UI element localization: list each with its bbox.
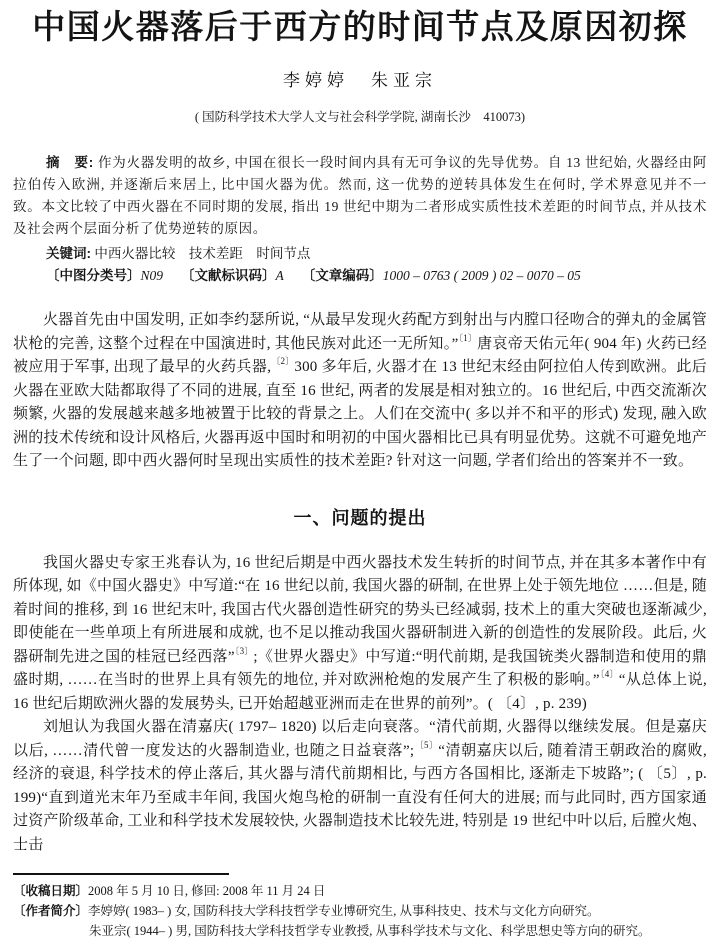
section-heading: 一、问题的提出: [293, 507, 427, 528]
received-date-text: 2008 年 5 月 10 日, 修回: 2008 年 11 月 24 日: [88, 884, 326, 898]
footnote-separator: [13, 873, 229, 875]
clc-value: N09: [140, 268, 164, 283]
received-date-line: [13, 881, 707, 901]
body-paragraph: 刘旭认为我国火器在清嘉庆( 1797– 1820) 以后走向衰落。“清代前期, 火器得以继续发展。但是嘉庆以后, ……清代曾一度发达的火器制造业, 也随之日益衰落”;$^{〔5〕}$“清朝嘉庆以后, 随着清王朝政治的腐败, 经济的衰退, 科学技术的停止落后, 其火器与清代前期相比, 与西方各国相比, 逐渐走下坡路”; ( 〔5〕, p. 199)“直到道光末年乃至咸丰年间, 我国火炮鸟枪的研制一直没有任何大的进展; 而与此同时, 西方国家通过资产阶级革命, 工业和科学技术发展较快, 火器制造技术比较先进, 特别是 19 世纪中叶以后, 后膛火炮、士击: [13, 719, 707, 853]
citation-ref: 〔1〕: [458, 332, 478, 343]
citation-ref: 〔2〕: [271, 356, 295, 366]
author-bio-label: 〔作者简介〕: [13, 904, 89, 918]
clc-label: 〔中图分类号〕: [46, 268, 141, 283]
keywords-text: 中西火器比较 技术差距 时间节点: [94, 246, 311, 261]
keywords-line: [13, 243, 707, 265]
citation-ref: 〔5〕: [414, 739, 439, 750]
citation-ref: 〔3〕: [234, 645, 254, 656]
intro-section: [13, 309, 707, 474]
article-id-label: 〔文章编码〕: [301, 268, 383, 283]
body-paragraph: 我国火器史专家王兆春认为, 16 世纪后期是中西火器技术发生转折的时间节点, 并在其多本著作中有所体现, 如《中国火器史》中写道:“在 16 世纪以前, 我国火器的研制, 在世界上处于领先地位 ……但是, 随着时间的推移, 到 16 世纪末叶, 我国古代火器创造性研究的势头已经减弱, 技术上的重大突破也逐渐减少, 即使能在一些单项上有所进展和成就, 也不足以推动我国火器研制进入新的创造性的发展阶段。此后, 火器研制先进之国的桂冠已经西落”$^{〔3〕}$;《世界火器史》中写道:“明代前期, 是我国铳类火器制造和使用的鼎盛时期, ……在当时的世界上具有领先的地位, 并对欧洲枪炮的发展产生了积极的影响。”$^{〔4〕}$“从总体上说, 16 世纪后期欧洲火器的发展势头, 已开始超越亚洲而走在世界的前列”。( 〔4〕, p. 239): [13, 554, 707, 712]
abstract-label: 摘 要:: [46, 155, 94, 170]
author-bio: [13, 901, 707, 941]
abstract-text: 作为火器发明的故乡, 中国在很长一段时间内具有无可争议的先导优势。自 13 世纪始, 火器经由阿拉伯传入欧洲, 并逐渐后来居上, 比中国火器为优。然而, 这一优势的逆转具体发生在何时, 学术界意见并不一致。本文比较了中西火器在不同时期的发展, 指出 19 世纪中期为二者形成实质性技术差距的时间节点, 并从技术及社会两个层面分析了优势逆转的原因。: [13, 155, 707, 236]
body-paragraph: 火器首先由中国发明, 正如李约瑟所说, “从最早发现火药配方到射出与内膛口径吻合的弹丸的金属管状枪的完善, 这整个过程在中国演进时, 其他民族对此还一无所知。”$^{〔1〕}$唐哀帝天佑元年( 904 年) 火药已经被应用于军事, 出现了最早的火药兵器,$^{〔2〕}$300 多年后, 火器才在 13 世纪末经由阿拉伯人传到欧洲。此后火器在亚欧大陆都取得了不同的进展, 直至 16 世纪, 两者的发展是相对独立的。16 世纪后, 中西交流渐次频繁, 火器的发展越来越多地被置于比较的背景之上。人们在交流中( 多以并不和平的形式) 发现, 融入欧洲的技术传统和设计风格后, 火器再返中国时和明初的中国火器相比已具有明显优势。这就不可避免地产生了一个问题, 即中西火器何时呈现出实质性的技术差距? 针对这一问题, 学者们给出的答案并不一致。: [13, 312, 707, 469]
doc-code-label: 〔文献标识码〕: [181, 268, 276, 283]
section-body: [13, 552, 707, 858]
keywords-label: 关键词:: [46, 246, 91, 261]
authors-line: 李婷婷 朱亚宗: [283, 71, 437, 90]
affiliation-line: ( 国防科学技术大学人文与社会科学学院, 湖南长沙 410073): [194, 110, 526, 124]
author-bio-line-2: 朱亚宗( 1944– ) 男, 国防科技大学科技哲学专业教授, 从事科学技术与文化、科学思想史等方向的研究。: [89, 924, 651, 938]
doc-code-value: A: [275, 268, 284, 283]
abstract-paragraph: [13, 152, 707, 240]
classification-line: [13, 265, 707, 287]
author-bio-line-1: 李婷婷( 1983– ) 女, 国防科技大学科技哲学专业博研究生, 从事科技史、技术与文化方向研究。: [88, 904, 600, 918]
paper-title: 中国火器落后于西方的时间节点及原因初探: [32, 10, 688, 46]
footer: [13, 881, 707, 941]
article-id-value: 1000 – 0763 ( 2009 ) 02 – 0070 – 05: [382, 268, 581, 283]
citation-ref: 〔4〕: [599, 669, 619, 679]
received-date-label: 〔收稿日期〕: [13, 884, 89, 898]
